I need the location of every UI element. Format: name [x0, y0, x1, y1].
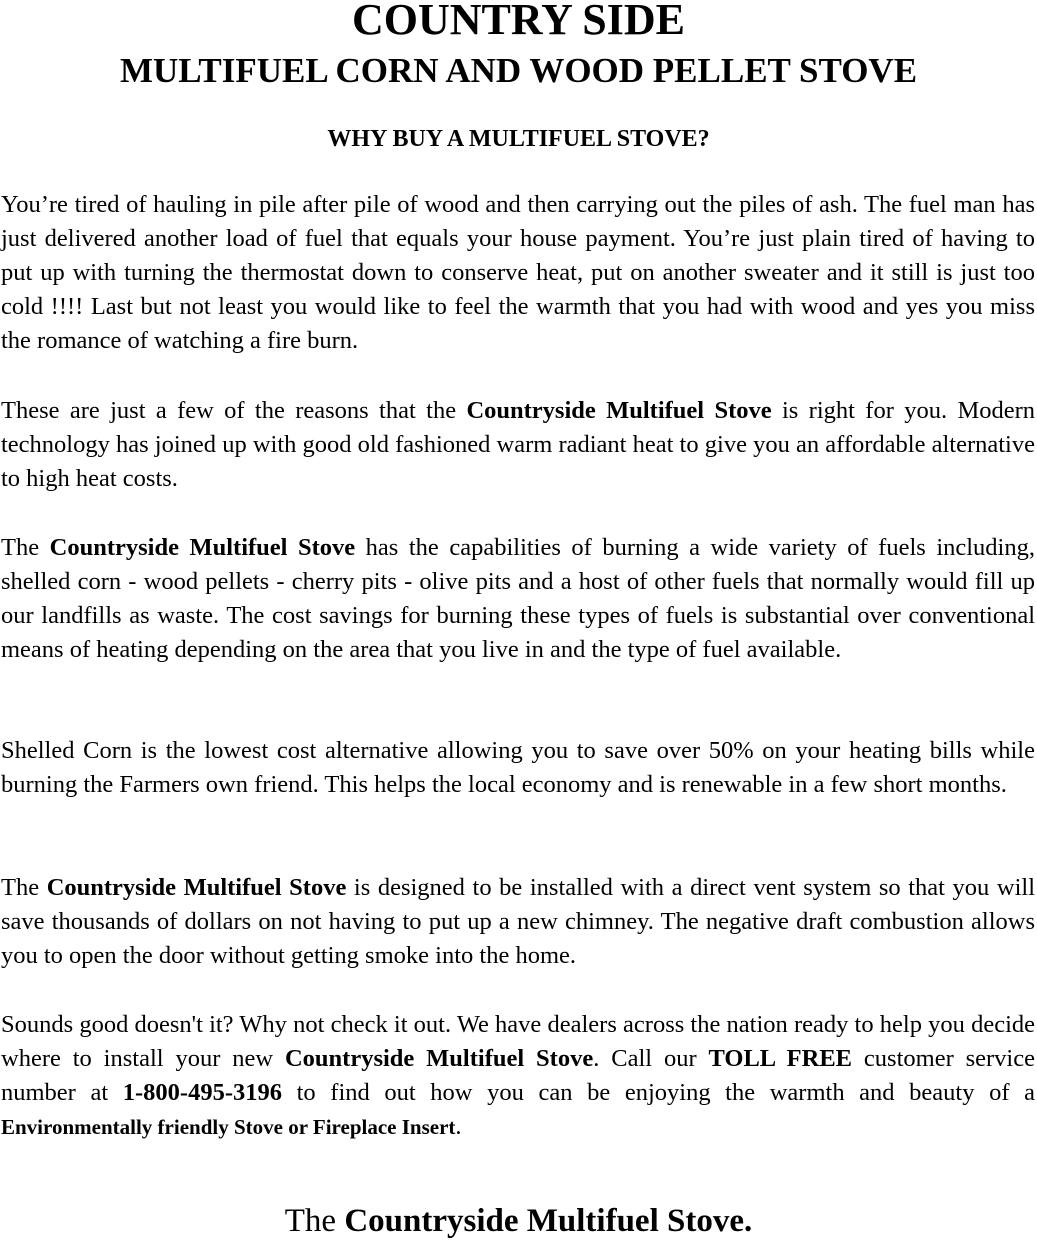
toll-free-label: TOLL FREE — [708, 1045, 853, 1072]
page-title: COUNTRY SIDE — [352, 0, 685, 44]
closing-prefix: The — [284, 1203, 345, 1239]
text-segment: The — [1, 874, 47, 901]
paragraph-reasons — [1, 394, 1035, 496]
page-subtitle: MULTIFUEL CORN AND WOOD PELLET STOVE — [119, 51, 918, 90]
text-segment: to find out how you can be enjoying the warmth and beauty of a — [282, 1079, 1035, 1106]
brand-name: Countryside Multifuel Stove — [49, 534, 356, 561]
text-segment: is right for you. Modern technology has joined up with good old fashioned warm radiant heat to give you an affordable alternative to high heat costs. — [1, 397, 1036, 492]
closing-brand: Countryside Multifuel Stove. — [344, 1203, 753, 1239]
phone-number: 1-800-495-3196 — [122, 1079, 282, 1106]
section-heading: WHY BUY A MULTIFUEL STOVE? — [327, 126, 710, 152]
text-segment: has the capabilities of burning a wide variety of fuels including, shelled corn - wood pellets - cherry pits - olive pits and a host of other fuels that normally would fill up our landfills as waste. The cost savings for burning these types of fuels is substantial over conventional means of heating depending on the area that you live in and the type of fuel available. — [1, 534, 1035, 663]
paragraph-venting — [1, 871, 1035, 973]
paragraph-intro: You’re tired of hauling in pile after pile of wood and then carrying out the piles of ash. The fuel man has just delivered another load of fuel that equals your house payment. You’re just plain tired of having to put up with turning the thermostat down to conserve heat, put on another sweater and it still is just too cold !!!! Last but not least you would like to feel the warmth that you had with wood and yes you miss the romance of watching a fire burn. — [1, 191, 1035, 354]
text-segment: The — [1, 534, 50, 561]
text-segment: Sounds good doesn't it? Why not check it out. We have dealers across the nation ready to help you decide where to install your new — [1, 1011, 1035, 1072]
text-segment: These are just a few of the reasons that the — [1, 397, 467, 424]
paragraph-contact — [1, 1008, 1035, 1144]
text-segment: customer service number at — [1, 1045, 1035, 1106]
product-name: Environmentally friendly Stove or Fireplace Insert — [1, 1115, 456, 1139]
closing-line — [0, 1202, 1037, 1240]
paragraph-fuels — [1, 531, 1035, 667]
brand-name: Countryside Multifuel Stove — [284, 1045, 594, 1072]
text-segment: is designed to be installed with a direct vent system so that you will save thousands of dollars on not having to put up a new chimney. The negative draft combustion allows you to open the door without getting smoke into the home. — [1, 874, 1035, 969]
paragraph-corn: Shelled Corn is the lowest cost alternative allowing you to save over 50% on your heating bills while burning the Farmers own friend. This helps the local economy and is renewable in a few short months. — [1, 737, 1035, 798]
text-segment: . — [455, 1113, 462, 1140]
text-segment: . Call our — [593, 1045, 709, 1072]
brand-name: Countryside Multifuel Stove — [46, 874, 347, 901]
brand-name: Countryside Multifuel Stove — [466, 397, 772, 424]
